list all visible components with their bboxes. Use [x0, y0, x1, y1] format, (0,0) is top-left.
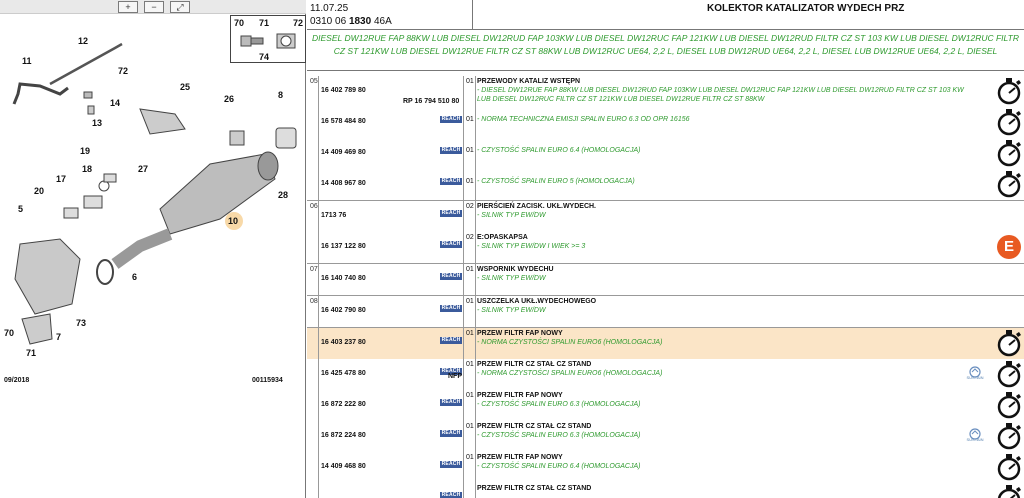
part-description: PRZEW FILTR CZ STAŁ CZ STAND: [477, 485, 592, 492]
col-divider: [463, 264, 464, 295]
col-divider: [475, 107, 476, 138]
part-17: [84, 196, 102, 208]
quantity: 02: [466, 203, 474, 210]
col-divider: [318, 452, 319, 483]
engine-applicability: DIESEL DW12RUE FAP 88KW LUB DIESEL DW12RUD FAP 103KW LUB DIESEL DW12RUC FAP 121KW LUB DIESEL DW12RUD FILTR CZ ST 103 KW LUB DIESEL DW12RUC FILTR CZ ST 121KW LUB DIESEL DW12RUE FILTR CZ ST 88KW LUB DW12RUC UE64, 2,2 L, DIESEL LUB DW12RUD UE64, 2,2 L, DIESEL LUB DW12RUE UE64, 2,2 L, DIESEL: [307, 31, 1024, 71]
quantity: 01: [466, 266, 474, 273]
part-6-clamp: [97, 260, 113, 284]
part-description: PRZEW FILTR CZ STAŁ CZ STAND: [477, 361, 592, 368]
reach-badge: REACH: [441, 305, 461, 311]
table-row[interactable]: [307, 201, 1024, 232]
part-applicability: - CZYSTOŚĆ SPALIN EURO 5 (HOMOLOGACJA): [477, 178, 635, 185]
part-5-catalyst: [15, 239, 80, 314]
quantity: 01: [466, 392, 474, 399]
quantity: 01: [466, 116, 474, 123]
quantity: 01: [466, 147, 474, 154]
stopwatch-icon[interactable]: [995, 139, 1023, 167]
quantity: 01: [466, 330, 474, 337]
inset-parts-icon: [237, 30, 301, 52]
part-description: PRZEWODY KATALIZ WSTĘPN: [477, 78, 581, 85]
col-divider: [475, 359, 476, 390]
part-number[interactable]: 16 403 237 80: [321, 339, 366, 346]
col-divider: [475, 201, 476, 232]
reach-badge: REACH: [441, 241, 461, 247]
part-applicability: - CZYSTOŚĆ SPALIN EURO 6.3 (HOMOLOGACJA): [477, 401, 641, 408]
part-description: E:OPASKAPSA: [477, 234, 528, 241]
group-number: 06: [310, 203, 318, 210]
part-number[interactable]: 14 409 469 80: [321, 149, 366, 156]
stopwatch-icon[interactable]: [995, 360, 1023, 388]
callout-5[interactable]: 5: [18, 204, 24, 214]
part-25-bracket: [140, 109, 185, 134]
quantity: 01: [466, 178, 474, 185]
callout-25[interactable]: 25: [180, 82, 191, 92]
col-divider: [475, 452, 476, 483]
part-number[interactable]: 1713 76: [321, 212, 347, 219]
col-divider: [463, 138, 464, 169]
part-description: PRZEW FILTR CZ STAŁ CZ STAND: [477, 423, 592, 430]
table-row[interactable]: [307, 76, 1024, 107]
part-applicability-cont: LUB DIESEL DW12RUC FILTR CZ ST 121KW LUB DIESEL DW12RUE FILTR CZ ST 88KW: [477, 96, 765, 103]
table-row[interactable]: [307, 359, 1024, 390]
part-group: [307, 296, 1024, 328]
part-description: PRZEW FILTR FAP NOWY: [477, 392, 563, 399]
part-applicability: - SILNIK TYP EW/DW: [477, 275, 546, 282]
quantity: 01: [466, 454, 474, 461]
col-divider: [318, 201, 319, 232]
part-number[interactable]: 16 425 478 80: [321, 370, 366, 377]
callout-19[interactable]: 19: [80, 146, 91, 156]
callout-26[interactable]: 26: [224, 94, 235, 104]
part-number[interactable]: 16 872 224 80: [321, 432, 366, 439]
part-26-heatshield: [230, 131, 244, 145]
callout-11[interactable]: 11: [22, 56, 32, 66]
callout-70[interactable]: 70: [4, 328, 15, 338]
part-description: PIERŚCIEŃ ZACISK. UKŁ.WYDECH.: [477, 203, 597, 210]
col-divider: [463, 76, 464, 107]
callout-72[interactable]: 72: [118, 66, 129, 76]
col-divider: [463, 421, 464, 452]
list-header: [307, 0, 1024, 30]
quantity: 01: [466, 78, 474, 85]
col-divider: [318, 76, 319, 107]
col-divider: [318, 483, 319, 498]
part-20: [64, 208, 78, 218]
col-divider: [463, 232, 464, 263]
exhaust-diagram[interactable]: [0, 14, 306, 498]
quantity: 02: [466, 234, 474, 241]
callout-18[interactable]: 18: [82, 164, 93, 174]
inset-label-70: 70: [234, 18, 245, 28]
zoom-in-button[interactable]: +: [118, 1, 138, 13]
part-number[interactable]: 16 578 484 80: [321, 118, 366, 125]
col-divider: [463, 452, 464, 483]
part-applicability: - CZYSTOŚĆ SPALIN EURO 6.4 (HOMOLOGACJA): [477, 147, 641, 154]
part-description: PRZEW FILTR FAP NOWY: [477, 454, 563, 461]
col-divider: [475, 169, 476, 200]
stopwatch-icon[interactable]: [995, 108, 1023, 136]
stopwatch-icon[interactable]: [995, 329, 1023, 357]
col-divider: [318, 421, 319, 452]
col-divider: [318, 107, 319, 138]
col-divider: [475, 138, 476, 169]
diagram-ref: 00115934: [252, 377, 283, 384]
reach-badge: REACH: [441, 461, 461, 467]
col-divider: [475, 390, 476, 421]
part-10-pipe: [115, 234, 170, 264]
col-divider: [475, 421, 476, 452]
part-number[interactable]: 16 140 740 80: [321, 275, 366, 282]
part-number[interactable]: 16 872 222 80: [321, 401, 366, 408]
col-divider: [318, 232, 319, 263]
part-applicability: - NORMA CZYSTOŚCI SPALIN EURO6 (HOMOLOGACJA): [477, 370, 663, 377]
stopwatch-icon[interactable]: [995, 77, 1023, 105]
col-divider: [318, 390, 319, 421]
col-divider: [318, 328, 319, 359]
zoom-fit-button[interactable]: ⤢: [170, 1, 190, 13]
part-applicability: - NORMA CZYSTOŚCI SPALIN EURO6 (HOMOLOGACJA): [477, 339, 663, 346]
quantity: 01: [466, 361, 474, 368]
parts-list-panel: [307, 0, 1024, 498]
part-number[interactable]: 14 408 967 80: [321, 180, 366, 187]
sustain-icon: SUSTAIN: [962, 427, 988, 445]
e-badge-icon[interactable]: E: [997, 235, 1021, 259]
page-title: KOLEKTOR KATALIZATOR WYDECH PRZ: [707, 3, 905, 14]
callout-14[interactable]: 14: [110, 98, 121, 108]
part-description: WSPORNIK WYDECHU: [477, 266, 554, 273]
part-applicability: - SILNIK TYP EW/DW: [477, 307, 546, 314]
col-divider: [475, 232, 476, 263]
table-row[interactable]: [307, 390, 1024, 421]
part-applicability: - DIESEL DW12RUE FAP 88KW LUB DIESEL DW12RUD FAP 103KW LUB DIESEL DW12RUC FAP 121KW LUB DIESEL DW12RUD FILTR CZ ST 103 KW: [477, 87, 964, 94]
part-applicability: - CZYSTOŚĆ SPALIN EURO 6.4 (HOMOLOGACJA): [477, 463, 641, 470]
callout-73[interactable]: 73: [76, 318, 87, 328]
inset-label-71: 71: [259, 18, 270, 28]
reach-badge: REACH: [441, 337, 461, 343]
col-divider: [475, 483, 476, 498]
part-13: [88, 106, 94, 114]
header-code: 0310 06 1830 46A: [310, 16, 392, 27]
zoom-out-button[interactable]: −: [144, 1, 164, 13]
table-row[interactable]: [307, 296, 1024, 327]
quantity: 01: [466, 298, 474, 305]
part-10-end: [258, 152, 278, 180]
callout-12[interactable]: 12: [78, 36, 89, 46]
table-row[interactable]: [307, 232, 1024, 263]
part-description: USZCZELKA UKŁ.WYDECHOWEGO: [477, 298, 597, 305]
col-divider: [463, 296, 464, 327]
callout-7[interactable]: 7: [56, 332, 62, 342]
replacement-part-number[interactable]: RP 16 794 510 80: [403, 98, 460, 105]
group-number: 05: [310, 78, 318, 85]
quantity: 01: [466, 423, 474, 430]
callout-20[interactable]: 20: [34, 186, 45, 196]
stopwatch-icon[interactable]: [995, 422, 1023, 450]
reach-badge: REACH: [441, 368, 461, 374]
header-date: 11.07.25: [310, 3, 349, 14]
part-19: [104, 174, 116, 182]
part-14: [84, 92, 92, 98]
part-group: [307, 264, 1024, 296]
table-row[interactable]: [307, 107, 1024, 138]
part-group: [307, 201, 1024, 264]
callout-10[interactable]: 10: [228, 216, 239, 226]
diagram-panel: [0, 0, 306, 498]
diagram-date: 09/2018: [4, 377, 30, 384]
col-divider: [463, 483, 464, 498]
part-applicability: - NORMA TECHNICZNA EMISJI SPALIN EURO 6.3 OD OPR 16156: [477, 116, 690, 123]
sustain-icon: SUSTAIN: [962, 365, 988, 383]
callout-17[interactable]: 17: [56, 174, 67, 184]
callout-27[interactable]: 27: [138, 164, 149, 174]
group-number: 08: [310, 298, 318, 305]
reach-badge: REACH: [441, 399, 461, 405]
diagram-toolbar: [0, 0, 306, 14]
col-divider: [463, 328, 464, 359]
callout-8[interactable]: 8: [278, 90, 284, 100]
callout-71[interactable]: 71: [26, 348, 37, 358]
callout-28[interactable]: 28: [278, 190, 289, 200]
part-group: [307, 76, 1024, 201]
table-row[interactable]: [307, 169, 1024, 200]
table-row[interactable]: [307, 421, 1024, 452]
part-7-bracket: [22, 314, 52, 344]
col-divider: [475, 296, 476, 327]
col-divider: [463, 169, 464, 200]
part-11-pipe: [14, 84, 68, 104]
part-description: PRZEW FILTR FAP NOWY: [477, 330, 563, 337]
reach-badge: REACH: [441, 430, 461, 436]
stopwatch-icon[interactable]: [995, 484, 1023, 498]
col-divider: [318, 359, 319, 390]
inset-label-74: 74: [259, 52, 270, 62]
col-divider: [318, 138, 319, 169]
group-number: 07: [310, 266, 318, 273]
reach-badge: REACH: [441, 273, 461, 279]
table-row[interactable]: [307, 138, 1024, 169]
part-applicability: - CZYSTOŚĆ SPALIN EURO 6.3 (HOMOLOGACJA): [477, 432, 641, 439]
part-number[interactable]: 16 402 789 80: [321, 87, 366, 94]
col-divider: [463, 390, 464, 421]
stopwatch-icon[interactable]: [995, 170, 1023, 198]
part-applicability: - SILNIK TYP EW/DW: [477, 212, 546, 219]
col-divider: [318, 264, 319, 295]
header-divider: [472, 0, 473, 30]
callout-6[interactable]: 6: [132, 272, 138, 282]
table-row[interactable]: [307, 483, 1024, 498]
reach-badge: REACH: [441, 492, 461, 498]
reach-badge: REACH: [441, 178, 461, 184]
table-row[interactable]: [307, 264, 1024, 295]
col-divider: [318, 296, 319, 327]
table-row[interactable]: [307, 452, 1024, 483]
col-divider: [463, 359, 464, 390]
table-row[interactable]: [307, 328, 1024, 359]
part-group: [307, 328, 1024, 498]
inset-detail: [230, 15, 306, 63]
parts-table: [307, 76, 1024, 498]
col-divider: [475, 328, 476, 359]
part-number[interactable]: 14 409 468 80: [321, 463, 366, 470]
reach-badge: REACH: [441, 147, 461, 153]
col-divider: [475, 76, 476, 107]
callout-13[interactable]: 13: [92, 118, 103, 128]
part-number[interactable]: 16 402 790 80: [321, 307, 366, 314]
stopwatch-icon[interactable]: [995, 391, 1023, 419]
nfp-label: NFP: [448, 373, 462, 380]
part-8-gasket: [276, 128, 296, 148]
inset-label-72: 72: [293, 18, 304, 28]
part-12-bracket: [50, 44, 122, 84]
reach-badge: REACH: [441, 116, 461, 122]
col-divider: [463, 201, 464, 232]
part-number[interactable]: 16 137 122 80: [321, 243, 366, 250]
part-applicability: - SILNIK TYP EW/DW I WIEK >= 3: [477, 243, 586, 250]
col-divider: [463, 107, 464, 138]
col-divider: [318, 169, 319, 200]
col-divider: [475, 264, 476, 295]
reach-badge: REACH: [441, 210, 461, 216]
stopwatch-icon[interactable]: [995, 453, 1023, 481]
